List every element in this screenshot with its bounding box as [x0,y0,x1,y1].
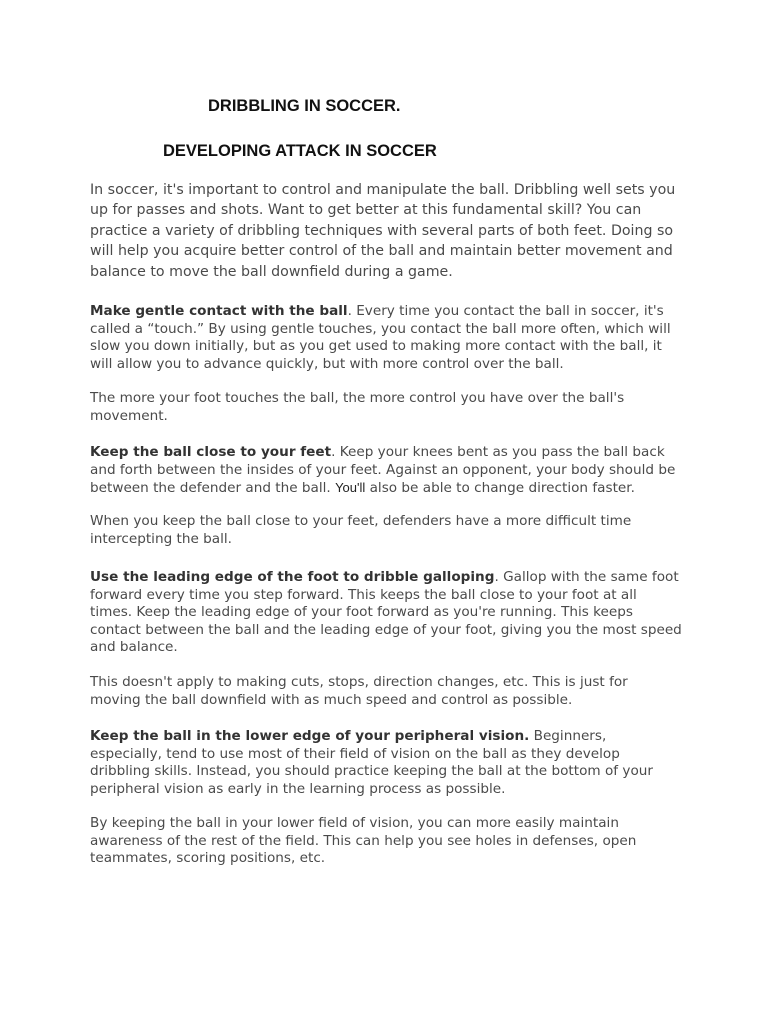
paragraph-body-tail: also be able to change direction faster. [365,480,635,497]
leading-edge-paragraph [90,569,682,657]
paragraph-lead: Use the leading edge of the foot to dribble galloping [90,569,495,585]
peripheral-vision-followup-paragraph: By keeping the ball in your lower field of vision, you can more easily maintain awareness of the rest of the field. This can help you see holes in defenses, open teammates, scoring positions, etc. [90,815,637,867]
intro-paragraph: In soccer, it's important to control and manipulate the ball. Dribbling well sets you up for passes and shots. Want to get better at this fundamental skill? You can practice a variety of dribbling techniques with several parts of both feet. Doing so will help you acquire better control of the ball and maintain better movement and balance to move the ball downfield during a game. [90,182,676,280]
gentle-contact-paragraph [90,303,682,373]
document-title: DRIBBLING IN SOCCER. [208,97,401,115]
document-subtitle: DEVELOPING ATTACK IN SOCCER [163,142,437,160]
leading-edge-followup-paragraph: This doesn't apply to making cuts, stops, direction changes, etc. This is just for moving the ball downfield with as much speed and control as possible. [90,674,628,708]
paragraph-lead: Keep the ball in the lower edge of your peripheral vision. [90,728,530,744]
paragraph-inline-word: You'll [335,480,366,496]
paragraph-body: Beginners, especially, tend to use most of their field of vision on the ball as they develop dribbling skills. Instead, you should practice keeping the ball at the bottom of your peripheral vision as early in the learning process as possible. [90,728,653,797]
peripheral-vision-paragraph [90,728,682,798]
paragraph-body: . Keep your knees bent as you pass the ball back and forth between the insides of your feet. Against an opponent, your body should be between the defender and the ball. [90,444,676,497]
paragraph-lead: Keep the ball close to your feet [90,444,332,460]
more-touch-paragraph: The more your foot touches the ball, the more control you have over the ball's movement. [90,390,625,424]
close-feet-followup-paragraph: When you keep the ball close to your feet, defenders have a more difficult time intercepting the ball. [90,513,632,547]
paragraph-body: . Gallop with the same foot forward every time you step forward. This keeps the ball close to your foot at all times. Keep the leading edge of your foot forward as you're running. This keeps contact between the ball and the leading edge of your foot, giving you the most speed and balance. [90,569,682,656]
close-feet-paragraph [90,444,682,498]
paragraph-body: . Every time you contact the ball in soccer, it's called a “touch.” By using gentle touches, you contact the ball more often, which will slow you down initially, but as you get used to making more contact with the ball, it will allow you to advance quickly, but with more control over the ball. [90,303,671,372]
paragraph-lead: Make gentle contact with the ball [90,303,348,319]
